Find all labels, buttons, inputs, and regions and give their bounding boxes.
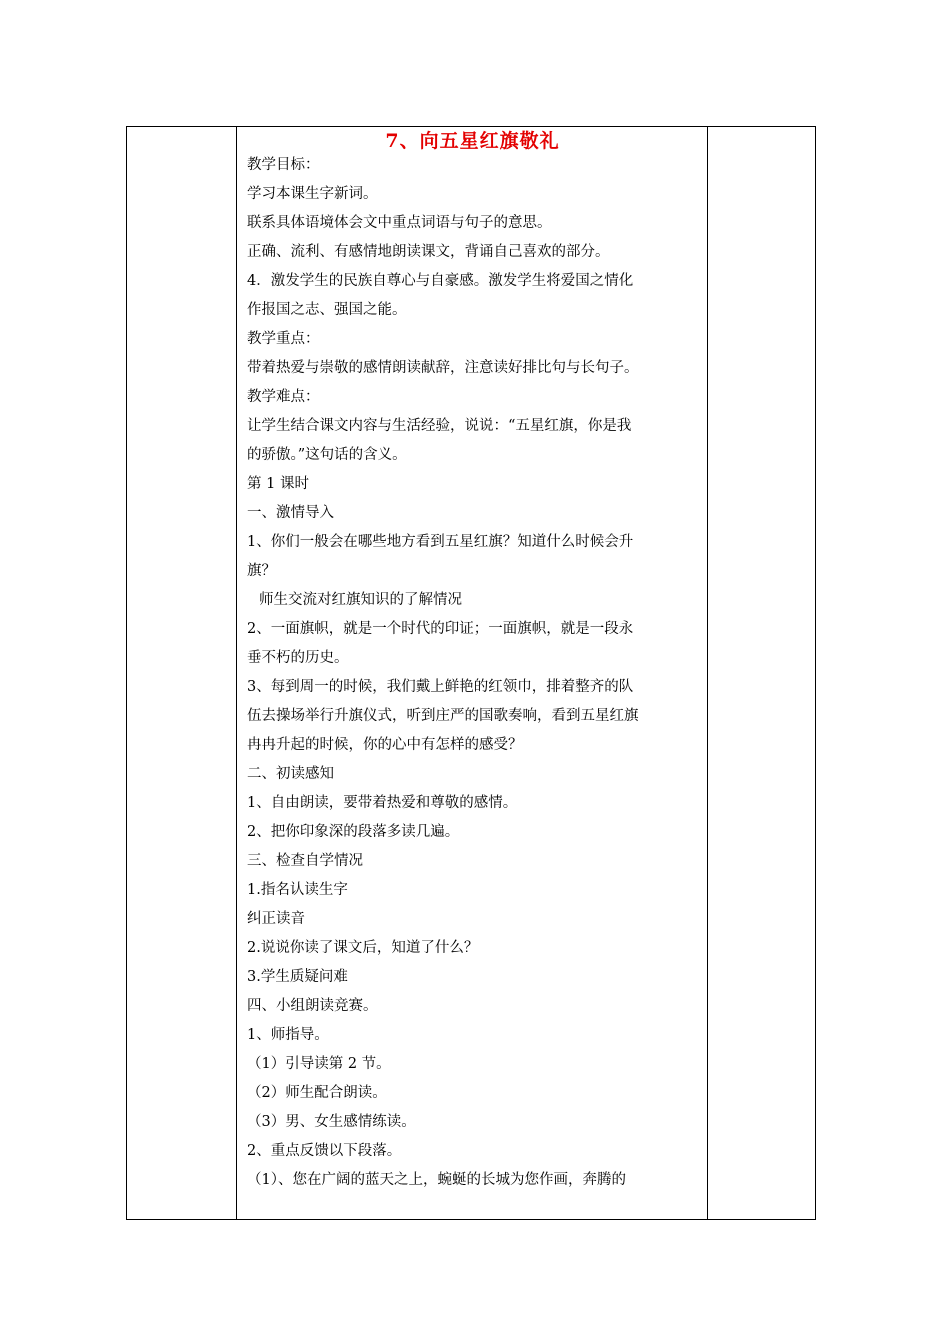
right-column-cell (707, 127, 815, 1219)
content-line: 教学重点： (247, 331, 320, 347)
content-line: 联系具体语境体会文中重点词语与句子的意思。 (247, 215, 552, 231)
content-line: 二、初读感知 (247, 766, 334, 782)
lesson-title: 7、向五星红旗敬礼 (385, 130, 560, 152)
left-column-cell (127, 127, 237, 1219)
content-line: 三、检查自学情况 (247, 853, 363, 869)
content-line: （3）男、女生感情练读。 (247, 1114, 416, 1130)
content-line: 2、重点反馈以下段落。 (247, 1143, 402, 1159)
content-line: 作报国之志、强国之能。 (247, 302, 407, 318)
content-line: 正确、流利、有感情地朗读课文，背诵自己喜欢的部分。 (247, 244, 610, 260)
content-line: 师生交流对红旗知识的了解情况 (259, 592, 462, 608)
content-line: 教学目标： (247, 157, 320, 173)
content-line: 4．激发学生的民族自尊心与自豪感。激发学生将爱国之情化 (247, 273, 634, 289)
content-line: 一、激情导入 (247, 505, 334, 521)
content-line: 第 1 课时 (247, 476, 309, 492)
content-line: 3、每到周一的时候，我们戴上鲜艳的红领巾，排着整齐的队 (247, 679, 634, 695)
content-line: 1、师指导。 (247, 1027, 329, 1043)
lesson-content (247, 151, 699, 1195)
content-line: 纠正读音 (247, 911, 305, 927)
content-line: 教学难点： (247, 389, 320, 405)
content-line: 旗？ (247, 563, 276, 579)
content-line: 带着热爱与崇敬的感情朗读献辞，注意读好排比句与长句子。 (247, 360, 639, 376)
content-column-cell (237, 127, 708, 1219)
content-line: 1、自由朗读，要带着热爱和尊敬的感情。 (247, 795, 518, 811)
content-line: 1.指名认读生字 (247, 882, 348, 898)
content-line: 让学生结合课文内容与生活经验，说说：“五星红旗，你是我 (247, 418, 632, 434)
content-line: 2.说说你读了课文后，知道了什么？ (247, 940, 479, 956)
content-line: 3.学生质疑问难 (247, 969, 348, 985)
content-line: （1）、您在广阔的蓝天之上，蜿蜒的长城为您作画，奔腾的 (247, 1172, 626, 1188)
lesson-table (126, 126, 816, 1220)
content-line: 四、小组朗读竞赛。 (247, 998, 378, 1014)
content-line: 伍去操场举行升旗仪式，听到庄严的国歌奏响，看到五星红旗 (247, 708, 639, 724)
content-line: 冉冉升起的时候，你的心中有怎样的感受？ (247, 737, 523, 753)
content-line: （2）师生配合朗读。 (247, 1085, 387, 1101)
content-line: 垂不朽的历史。 (247, 650, 349, 666)
content-line: 1、你们一般会在哪些地方看到五星红旗？知道什么时候会升 (247, 534, 634, 550)
content-line: （1）引导读第 2 节。 (247, 1056, 391, 1072)
content-line: 2、一面旗帜，就是一个时代的印证；一面旗帜，就是一段永 (247, 621, 634, 637)
content-line: 2、把你印象深的段落多读几遍。 (247, 824, 460, 840)
content-line: 的骄傲。”这句话的含义。 (247, 447, 407, 463)
content-line: 学习本课生字新词。 (247, 186, 378, 202)
